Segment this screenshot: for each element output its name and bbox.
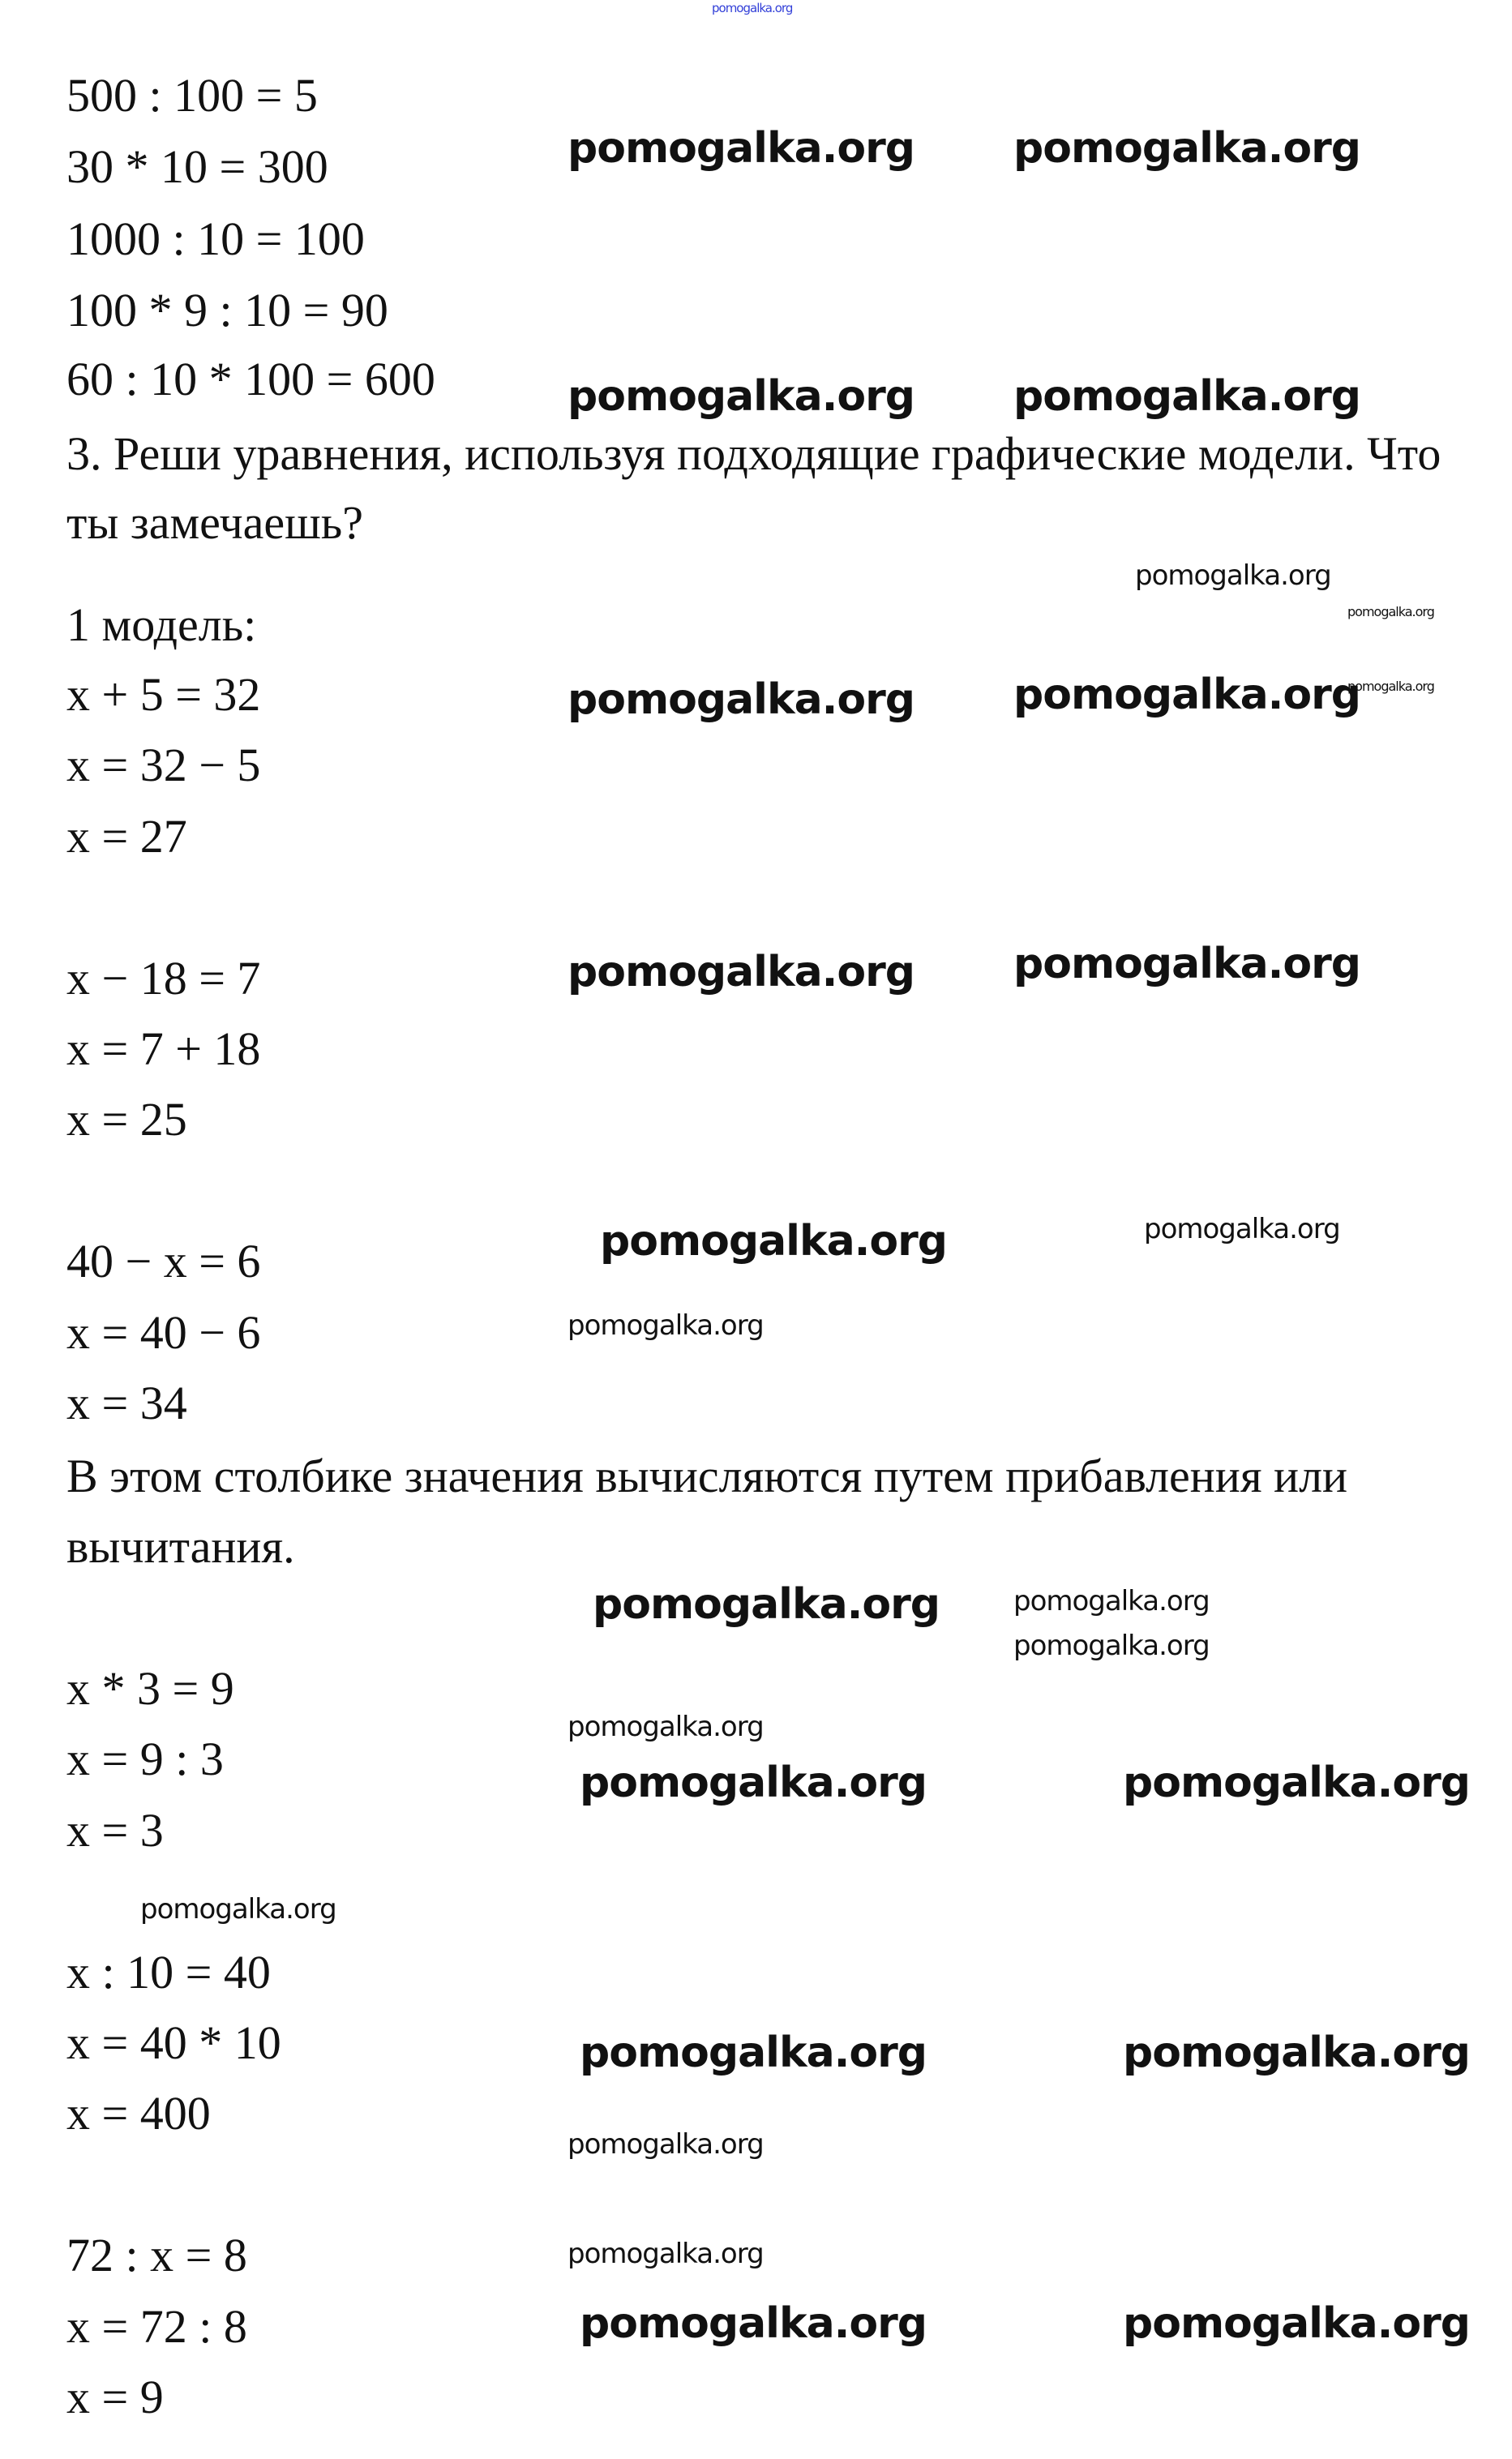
equation-line: x + 5 = 32 (66, 668, 261, 721)
watermark: pomogalka.org (712, 1, 793, 15)
equation-line: x = 7 + 18 (66, 1022, 261, 1075)
watermark: pomogalka.org (568, 1309, 764, 1342)
equation-line: x = 27 (66, 810, 187, 863)
watermark: pomogalka.org (593, 1580, 940, 1629)
watermark: pomogalka.org (568, 372, 915, 421)
watermark: pomogalka.org (1135, 559, 1331, 592)
equation-line: x : 10 = 40 (66, 1946, 271, 1998)
watermark: pomogalka.org (1144, 1213, 1340, 1245)
watermark: pomogalka.org (1123, 2299, 1471, 2348)
watermark: pomogalka.org (580, 2299, 927, 2348)
watermark: pomogalka.org (1123, 2028, 1471, 2077)
equation-line: 500 : 100 = 5 (66, 69, 318, 122)
conclusion-text: В этом столбике значения вычисляются путем прибавления или (66, 1450, 1348, 1502)
equation-line: x = 40 * 10 (66, 2016, 281, 2069)
watermark: pomogalka.org (1347, 604, 1434, 619)
equation-line: x = 34 (66, 1377, 187, 1429)
watermark: pomogalka.org (1347, 679, 1434, 694)
equation-line: 72 : x = 8 (66, 2229, 247, 2281)
watermark: pomogalka.org (1013, 1585, 1210, 1617)
equation-line: x = 3 (66, 1804, 164, 1857)
watermark: pomogalka.org (580, 1759, 927, 1807)
equation-line: x * 3 = 9 (66, 1662, 234, 1715)
watermark: pomogalka.org (568, 675, 915, 724)
conclusion-text-cont: вычитания. (66, 1520, 295, 1573)
equation-line: 1000 : 10 = 100 (66, 212, 365, 265)
watermark: pomogalka.org (140, 1893, 336, 1926)
equation-line: x = 40 − 6 (66, 1306, 261, 1359)
watermark: pomogalka.org (568, 2238, 764, 2270)
watermark: pomogalka.org (1013, 1630, 1210, 1662)
equation-line: x = 9 : 3 (66, 1733, 224, 1785)
watermark: pomogalka.org (1013, 670, 1361, 719)
watermark: pomogalka.org (1013, 372, 1361, 421)
equation-line: x = 9 (66, 2371, 164, 2423)
watermark: pomogalka.org (580, 2028, 927, 2077)
equation-line: x = 32 − 5 (66, 739, 261, 791)
model-label: 1 модель: (66, 598, 257, 651)
watermark: pomogalka.org (568, 1711, 764, 1743)
watermark: pomogalka.org (568, 124, 915, 173)
equation-line: x = 72 : 8 (66, 2300, 247, 2353)
equation-line: 40 − x = 6 (66, 1235, 261, 1287)
equation-line: x = 400 (66, 2087, 211, 2140)
task-heading: 3. Реши уравнения, используя подходящие графические модели. Что (66, 427, 1441, 480)
watermark: pomogalka.org (1123, 1759, 1471, 1807)
watermark: pomogalka.org (600, 1217, 948, 1266)
watermark: pomogalka.org (568, 948, 915, 996)
watermark: pomogalka.org (568, 2128, 764, 2161)
watermark: pomogalka.org (1013, 940, 1361, 988)
equation-line: 30 * 10 = 300 (66, 140, 328, 193)
watermark: pomogalka.org (1013, 124, 1361, 173)
equation-line: x − 18 = 7 (66, 952, 261, 1005)
task-heading-cont: ты замечаешь? (66, 496, 363, 549)
equation-line: 100 * 9 : 10 = 90 (66, 284, 388, 336)
equation-line: 60 : 10 * 100 = 600 (66, 353, 435, 405)
equation-line: x = 25 (66, 1093, 187, 1146)
